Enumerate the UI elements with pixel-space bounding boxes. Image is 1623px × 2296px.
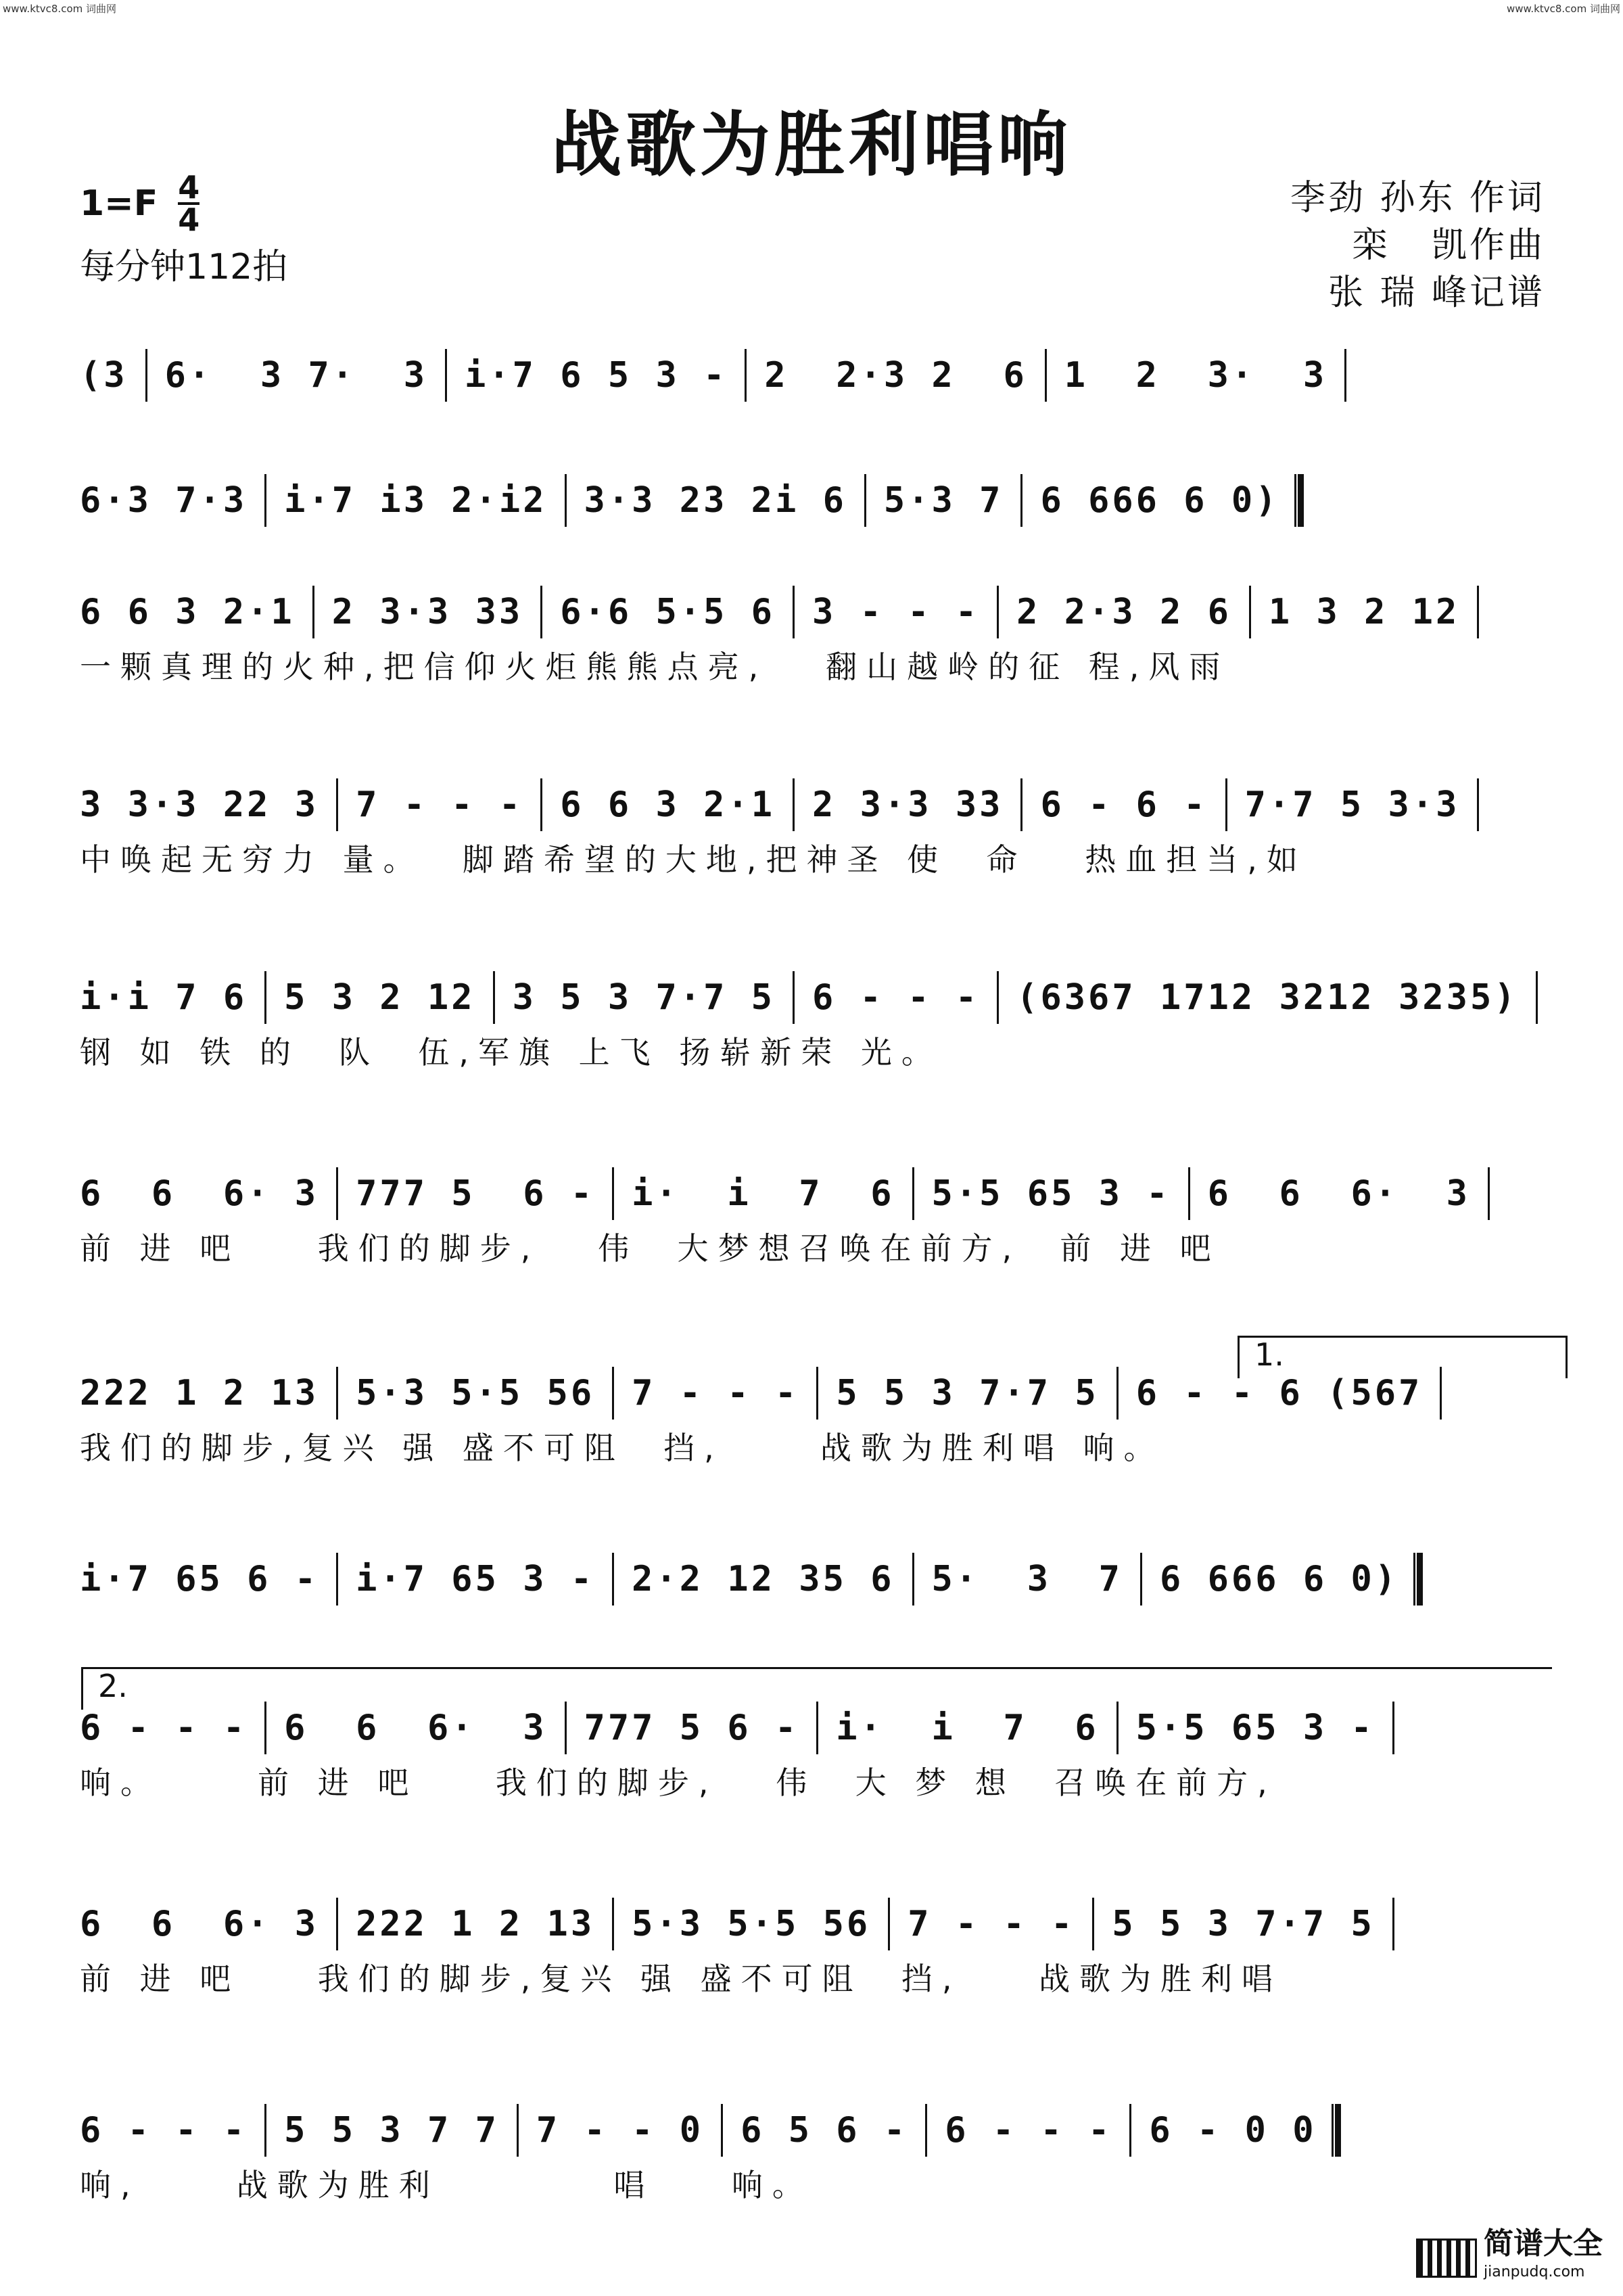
measure: (6367 1712 3212 3235) <box>1016 977 1518 1018</box>
lyric-line: 前 进 吧 我们的脚步, 伟 大梦想召唤在前方, 前 进 吧 <box>80 1230 1221 1267</box>
barline <box>264 474 266 527</box>
barline <box>145 349 147 402</box>
logo-url: jianpudq.com <box>1484 2264 1585 2280</box>
measure: 6 - 6 - <box>1040 784 1208 825</box>
score-row <box>80 1555 1549 1650</box>
measure: i·7 6 5 3 - <box>465 355 728 396</box>
barline <box>1020 778 1022 831</box>
measure: 6 - 0 0 <box>1149 2110 1317 2151</box>
barline <box>540 586 542 638</box>
notation-line <box>80 352 1364 399</box>
measure: 777 5 6 - <box>584 1708 799 1748</box>
measure: 6 6 3 2·1 <box>80 592 295 632</box>
composer: 栾 凯作曲 <box>1352 225 1545 266</box>
notation-line <box>80 1555 1438 1603</box>
measure: 6· 3 7· 3 <box>164 355 427 396</box>
barline <box>264 2104 266 2157</box>
score-row <box>80 2107 1549 2201</box>
barline <box>1477 778 1479 831</box>
measure: 6 6 3 2·1 <box>560 784 775 825</box>
watermark-left: www.ktvc8.com 词曲网 <box>3 3 117 15</box>
barline <box>1392 1898 1394 1950</box>
lyric-line: 前 进 吧 我们的脚步,复兴 强 盛不可阻 挡, 战歌为胜利唱 <box>80 1961 1282 1997</box>
barline <box>864 474 866 527</box>
credits <box>1290 174 1545 317</box>
tempo: 每分钟112拍 <box>80 247 288 287</box>
piano-keys-icon <box>1416 2239 1477 2278</box>
measure: 6 - - - <box>812 977 980 1018</box>
lyric-line: 中唤起无穷力 量。 脚踏希望的大地,把神圣 使 命 热血担当,如 <box>80 841 1307 878</box>
notation-line <box>80 477 1319 524</box>
measure: 5 5 3 7·7 5 <box>836 1373 1099 1413</box>
measure: 5·3 5·5 56 <box>632 1904 871 1944</box>
measure: 6 - - - <box>80 1708 248 1748</box>
measure: i·i 7 6 <box>80 977 248 1018</box>
barline <box>888 1898 890 1950</box>
measure: i·7 65 6 - <box>80 1559 319 1599</box>
measure: 5·3 7 <box>883 480 1004 521</box>
barline <box>1344 349 1346 402</box>
measure: 5·5 65 3 - <box>1135 1708 1375 1748</box>
time-signature <box>178 169 200 238</box>
measure: 7 - - - <box>356 784 523 825</box>
measure: 5 5 3 7 7 <box>284 2110 499 2151</box>
barline <box>612 1367 614 1420</box>
score-row <box>80 1369 1549 1464</box>
notation-line <box>80 1170 1507 1217</box>
volta-first-label: 1. <box>1254 1336 1284 1373</box>
measure: 1 3 2 12 <box>1268 592 1460 632</box>
barline <box>1116 1367 1119 1420</box>
score-row <box>80 588 1549 683</box>
measure: 3 3·3 22 3 <box>80 784 319 825</box>
notation-line <box>80 2107 1356 2154</box>
measure: i· i 7 6 <box>632 1173 895 1214</box>
song-title: 战歌为胜利唱响 <box>550 103 1072 186</box>
barline <box>493 971 495 1024</box>
measure: 5 5 3 7·7 5 <box>1112 1904 1375 1944</box>
measure: i·7 65 3 - <box>356 1559 595 1599</box>
volta-first <box>1238 1336 1568 1378</box>
measure: 7 - - 0 <box>536 2110 704 2151</box>
measure: i·7 i3 2·i2 <box>284 480 547 521</box>
barline <box>336 1367 338 1420</box>
score-row <box>80 477 1549 571</box>
notation-line <box>80 974 1555 1021</box>
measure: 6 6 6· 3 <box>80 1904 319 1944</box>
measure: 2·2 12 35 6 <box>632 1559 895 1599</box>
volta-second-label: 2. <box>98 1668 128 1704</box>
final-barline <box>1332 2104 1341 2157</box>
barline <box>1249 586 1251 638</box>
logo-name: 简谱大全 <box>1484 2226 1603 2261</box>
measure: 3·3 23 2i 6 <box>584 480 847 521</box>
notation-line <box>80 781 1497 828</box>
lyric-line: 钢 如 铁 的 队 伍,军旗 上飞 扬崭新荣 光。 <box>80 1034 942 1071</box>
notation-line <box>80 588 1497 636</box>
barline <box>264 971 266 1024</box>
measure: 1 2 3· 3 <box>1064 355 1327 396</box>
measure: i· i 7 6 <box>836 1708 1099 1748</box>
barline <box>336 1167 338 1220</box>
time-signature-bottom: 4 <box>178 202 200 238</box>
notation-line <box>80 1900 1412 1948</box>
lyric-line: 一颗真理的火种,把信仰火炬熊熊点亮, 翻山越岭的征 程,风雨 <box>80 649 1230 685</box>
measure: 6·6 5·5 6 <box>560 592 775 632</box>
barline <box>612 1898 614 1950</box>
measure: 6 5 6 - <box>740 2110 908 2151</box>
barline <box>721 2104 723 2157</box>
barline <box>745 349 747 402</box>
barline <box>912 1167 914 1220</box>
measure: 7 - - - <box>632 1373 799 1413</box>
barline <box>912 1553 914 1606</box>
barline <box>612 1553 614 1606</box>
barline <box>1020 474 1022 527</box>
barline <box>336 778 338 831</box>
measure: 6 6 6· 3 <box>1207 1173 1470 1214</box>
measure: 5 3 2 12 <box>284 977 475 1018</box>
barline <box>1188 1167 1190 1220</box>
score-row <box>80 1170 1549 1265</box>
logo-text <box>1484 2226 1603 2287</box>
lyric-line: 我们的脚步,复兴 强 盛不可阻 挡, 战歌为胜利唱 响。 <box>80 1430 1165 1466</box>
measure: 6 - - - <box>945 2110 1112 2151</box>
barline <box>1477 586 1479 638</box>
score-row <box>80 1900 1549 1995</box>
barline <box>612 1167 614 1220</box>
measure: 2 3·3 33 <box>331 592 523 632</box>
barline <box>445 349 447 402</box>
barline <box>540 778 542 831</box>
measure: 6 666 6 0) <box>1159 1559 1399 1599</box>
measure: 3 5 3 7·7 5 <box>512 977 775 1018</box>
barline <box>997 971 999 1024</box>
measure: 777 5 6 - <box>356 1173 595 1214</box>
logo <box>1416 2226 1603 2287</box>
lyric-line: 响, 战歌为胜利 唱 响。 <box>80 2167 813 2203</box>
volta-second <box>81 1667 1552 1710</box>
barline <box>565 474 567 527</box>
measure: 7 - - - <box>908 1904 1075 1944</box>
barline <box>517 2104 519 2157</box>
barline <box>1045 349 1047 402</box>
barline <box>1536 971 1538 1024</box>
barline <box>1129 2104 1131 2157</box>
barline <box>312 586 314 638</box>
measure: 222 1 2 13 <box>356 1904 595 1944</box>
measure: 2 2·3 2 6 <box>1016 592 1231 632</box>
lyricist: 李劲 孙东 作词 <box>1290 178 1545 218</box>
repeat-barline <box>1294 474 1304 527</box>
barline <box>793 971 795 1024</box>
score-row <box>80 974 1549 1069</box>
barline <box>1092 1898 1094 1950</box>
barline <box>336 1898 338 1950</box>
barline <box>793 586 795 638</box>
barline <box>997 586 999 638</box>
measure: 6 6 6· 3 <box>284 1708 547 1748</box>
key-signature-block <box>80 169 200 238</box>
barline <box>1140 1553 1142 1606</box>
barline <box>925 2104 927 2157</box>
notation-line <box>80 1704 1412 1752</box>
barline <box>793 778 795 831</box>
lyric-line: 响。 前 进 吧 我们的脚步, 伟 大 梦 想 召唤在前方, <box>80 1764 1277 1801</box>
time-signature-top: 4 <box>178 169 200 206</box>
measure: 2 2·3 2 6 <box>764 355 1027 396</box>
barline <box>1488 1167 1490 1220</box>
measure: 222 1 2 13 <box>80 1373 319 1413</box>
score-row <box>80 1704 1549 1799</box>
measure: 5· 3 7 <box>931 1559 1123 1599</box>
measure: (3 <box>80 355 128 396</box>
measure: 6 - - - <box>80 2110 248 2151</box>
measure: 6 666 6 0) <box>1040 480 1279 521</box>
barline <box>816 1367 818 1420</box>
repeat-barline <box>1413 1553 1423 1606</box>
barline <box>1225 778 1227 831</box>
measure: 3 - - - <box>812 592 980 632</box>
measure: 5·3 5·5 56 <box>356 1373 595 1413</box>
barline <box>336 1553 338 1606</box>
measure: 6 - - 6 (567 <box>1135 1373 1423 1413</box>
measure: 6 6 6· 3 <box>80 1173 319 1214</box>
measure: 2 3·3 33 <box>812 784 1004 825</box>
watermark-right: www.ktvc8.com 词曲网 <box>1506 3 1620 15</box>
score-row <box>80 781 1549 876</box>
transcriber: 张 瑞 峰记谱 <box>1327 273 1545 313</box>
score-row <box>80 352 1549 446</box>
key-signature: 1=F <box>80 183 158 224</box>
measure: 5·5 65 3 - <box>931 1173 1171 1214</box>
measure: 7·7 5 3·3 <box>1244 784 1460 825</box>
measure: 6·3 7·3 <box>80 480 248 521</box>
